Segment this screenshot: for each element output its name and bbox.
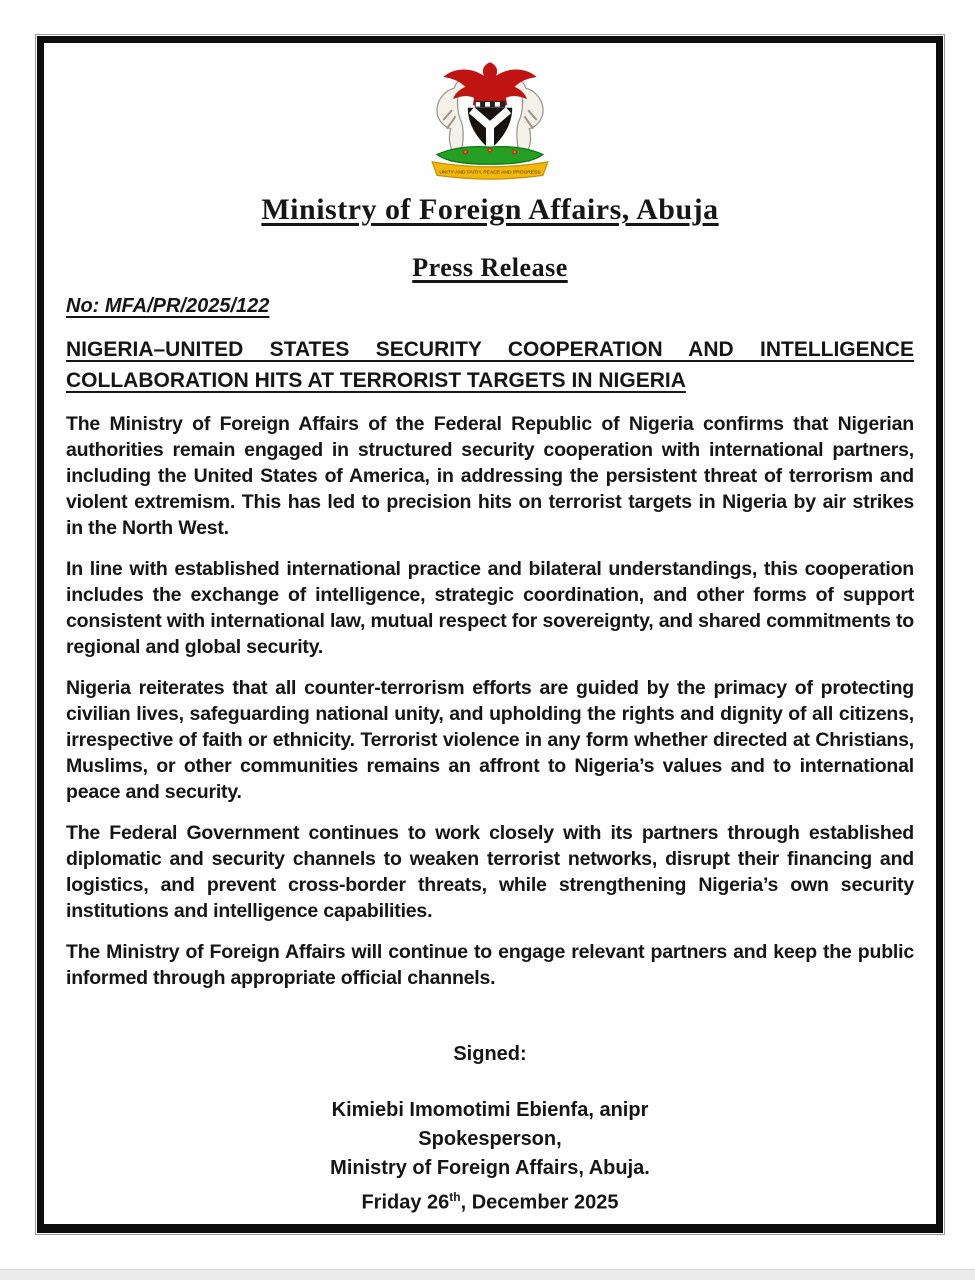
- coat-of-arms-container: [66, 61, 914, 189]
- signed-label: Signed:: [453, 1043, 527, 1065]
- signatory-name: Kimiebi Imomotimi Ebienfa, anipr: [331, 1099, 649, 1121]
- bottom-ui-strip: [0, 1269, 975, 1280]
- headline: NIGERIA–UNITED STATES SECURITY COOPERATION AND INTELLIGENCE COLLABORATION HITS AT TERRORIST TARGETS IN NIGERIA: [66, 338, 914, 392]
- press-release-heading: Press Release: [412, 253, 568, 282]
- paragraph-2: In line with established international practice and bilateral understandings, this cooperation includes the exchange of intelligence, strategic coordination, and other forms of support consistent with international law, mutual respect for sovereignty, and shared commitments to regional and global security.: [66, 558, 914, 658]
- ministry-title: Ministry of Foreign Affairs, Abuja: [261, 193, 719, 226]
- torse: [475, 102, 505, 108]
- signatory-role: Spokesperson,: [418, 1128, 562, 1150]
- paragraph-4: The Federal Government continues to work closely with its partners through established diplomatic and security channels to weaken terrorist networks, disrupt their financing and logistics, and prevent cross-border threats, while strengthening Nigeria’s own security institutions and intelligence capabilities.: [66, 822, 914, 922]
- motto-text: UNITY AND FAITH, PEACE AND PROGRESS: [439, 170, 541, 176]
- shield: [468, 108, 512, 150]
- paragraph-1: The Ministry of Foreign Affairs of the Federal Republic of Nigeria confirms that Nigerian authorities remain engaged in structured security cooperation with international partners, including the United States of America, in addressing the persistent threat of terrorism and violent extremism. This has led to precision hits on terrorist targets in Nigeria by air strikes in the North West.: [66, 413, 914, 539]
- body-text: [66, 411, 914, 991]
- paragraph-5: The Ministry of Foreign Affairs will continue to engage relevant partners and keep the public informed through appropriate official channels.: [66, 941, 914, 989]
- reference-number: No: MFA/PR/2025/122: [66, 295, 270, 317]
- paragraph-3: Nigeria reiterates that all counter-terrorism efforts are guided by the primacy of protecting civilian lives, safeguarding national unity, and upholding the rights and dignity of all citizens, irrespective of faith or ethnicity. Terrorist violence in any form whether directed at Christians, Muslims, or other communities remains an affront to Nigeria’s values and to international peace and security.: [66, 677, 914, 803]
- nigeria-coat-of-arms-icon: [410, 61, 570, 184]
- signatory-office: Ministry of Foreign Affairs, Abuja.: [330, 1157, 650, 1179]
- signature-block: [66, 1096, 914, 1218]
- grassy-mound: [437, 147, 543, 165]
- press-release-document: [37, 36, 943, 1233]
- release-date: Friday 26th, December 2025: [361, 1190, 619, 1214]
